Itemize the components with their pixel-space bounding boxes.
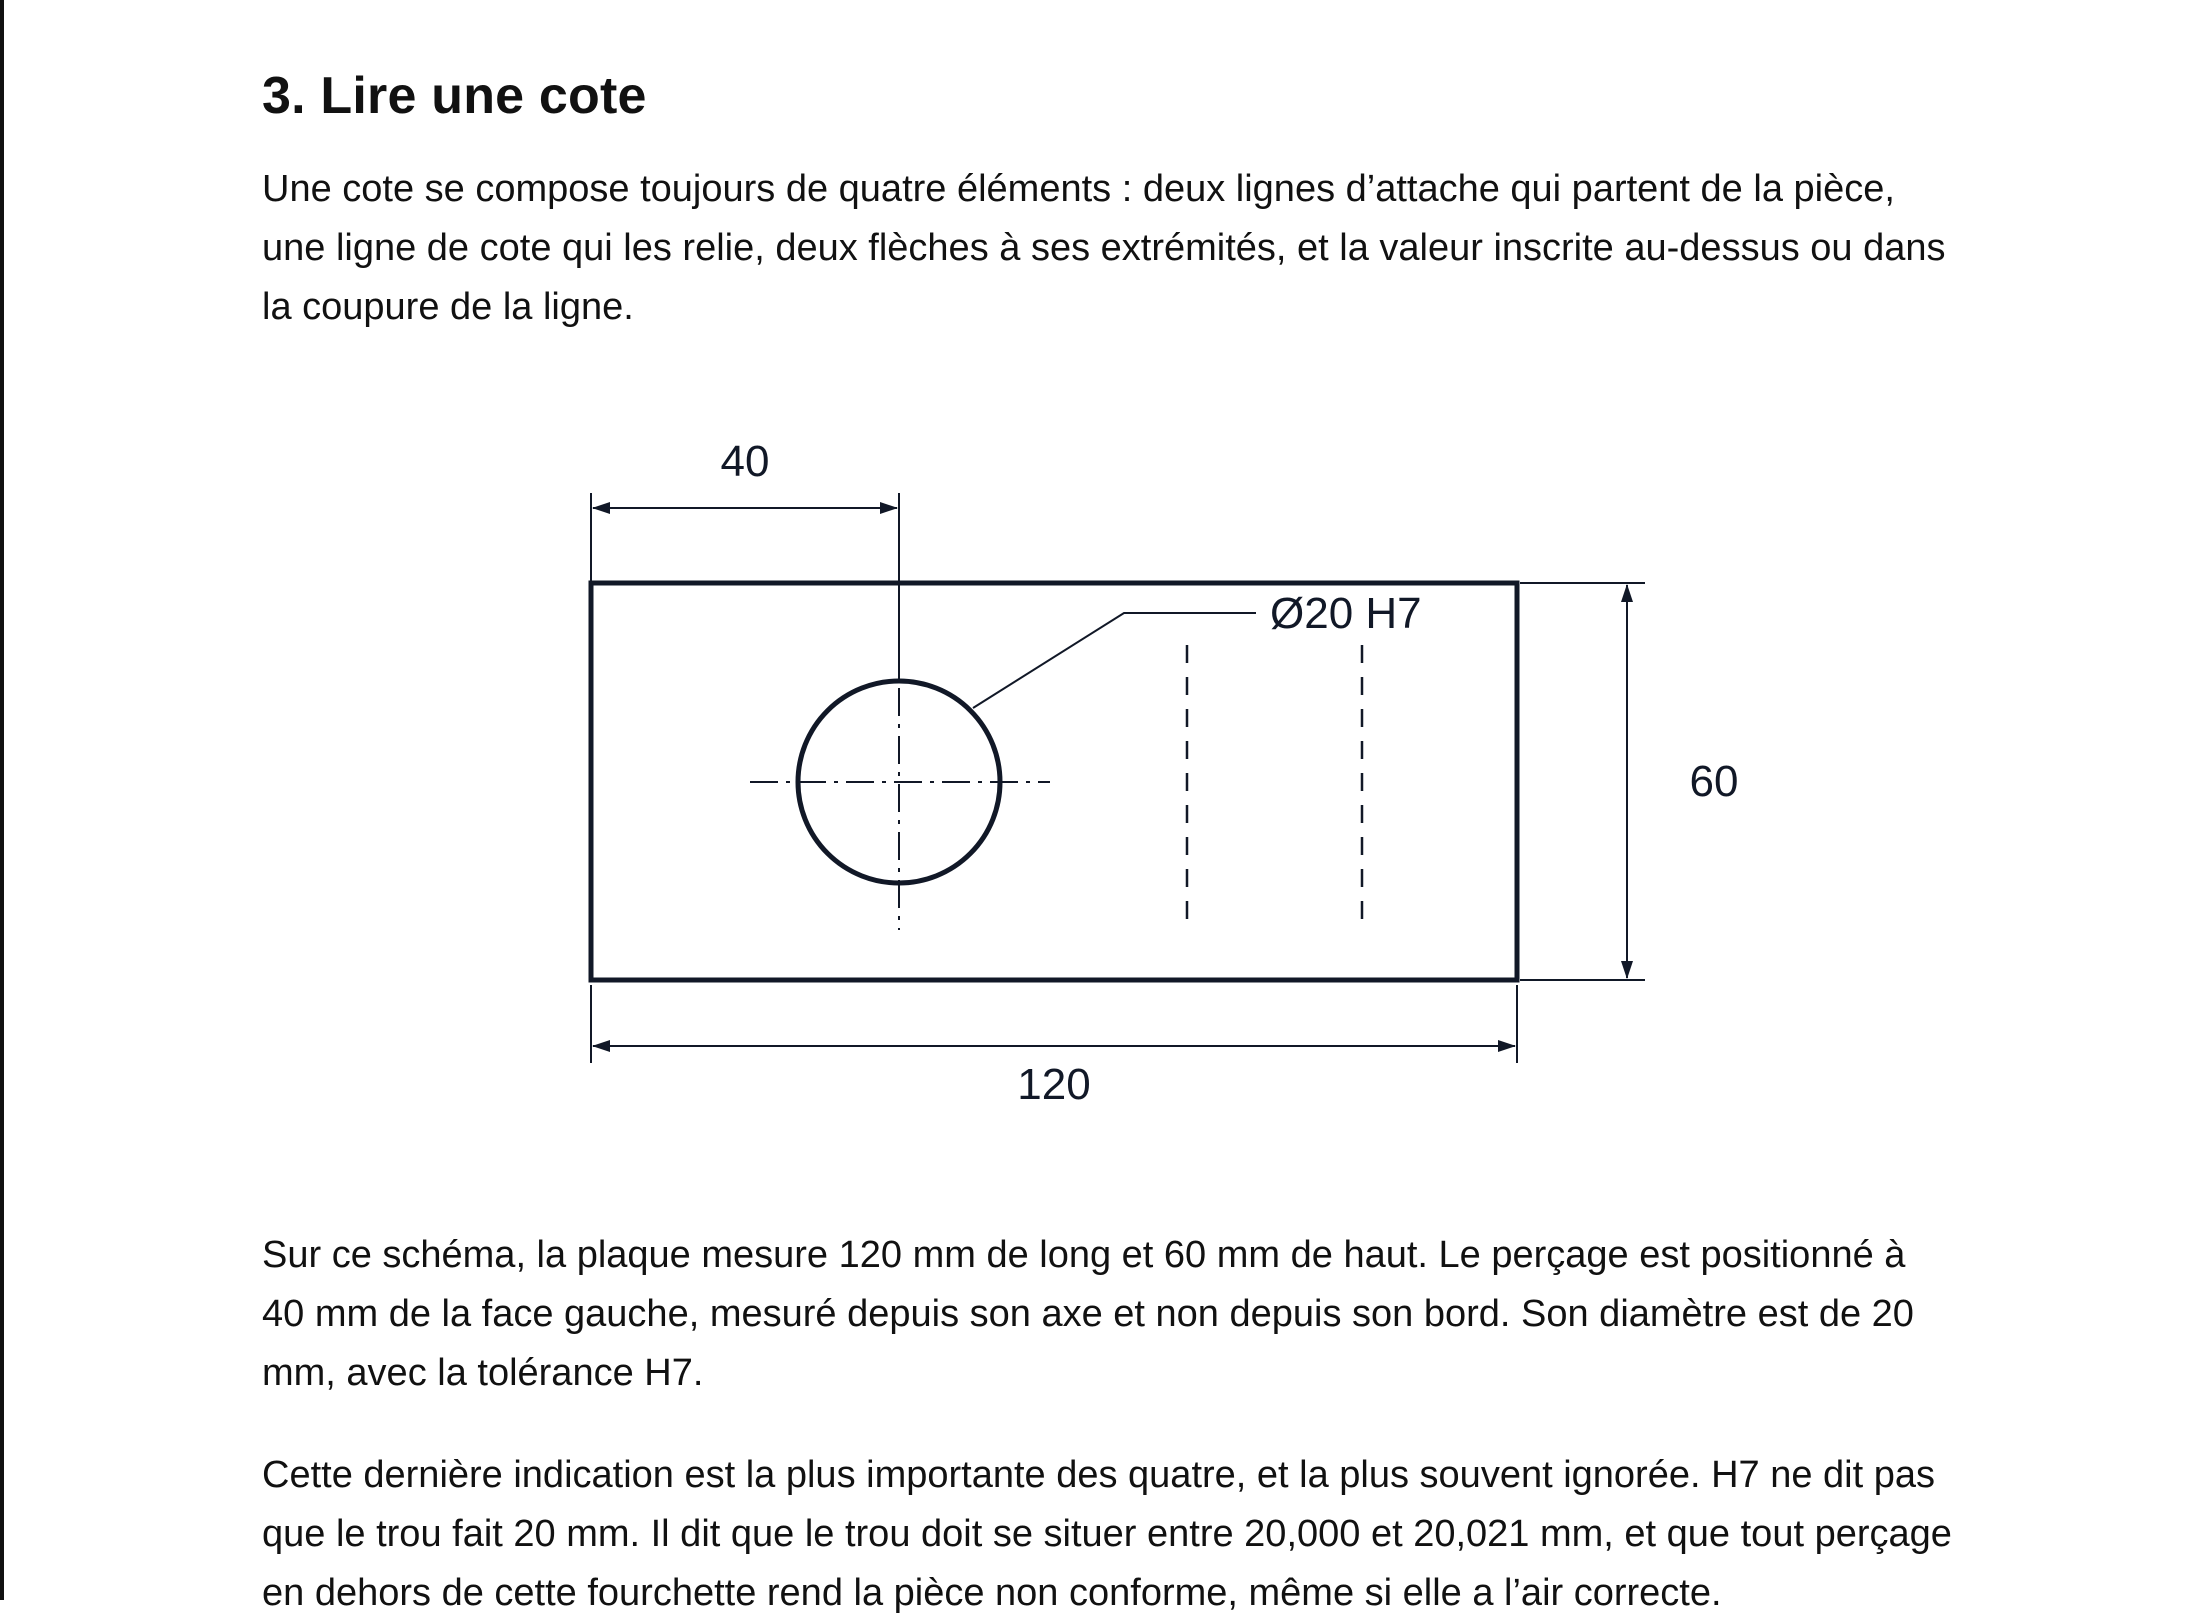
dim-label-height: 60 xyxy=(1689,757,1739,806)
intro-paragraph: Une cote se compose toujours de quatre éléments : deux lignes d’attache qui partent de la pièce, une ligne de cote qui les relie, deux flèches à ses extrémités, et la valeur inscrite au-dessus ou dans la coupure de la ligne. xyxy=(262,168,1946,328)
hole-callout-leader xyxy=(973,613,1256,708)
hole-circle xyxy=(798,681,1000,883)
page-left-border xyxy=(0,0,4,1600)
tolerance-paragraph: Cette dernière indication est la plus importante des quatre, et la plus souvent ignorée. H7 ne dit pas que le trou fait 20 mm. Il dit que le trou doit se situer entre 20,000 et 20,021 mm, et que tout perçage en dehors de cette fourchette rend la pièce non conforme, même si elle a l’air correcte. xyxy=(262,1454,1952,1614)
section-title: 3. Lire une cote xyxy=(262,67,647,125)
explanation-paragraph: Sur ce schéma, la plaque mesure 120 mm de long et 60 mm de haut. Le perçage est positionné à 40 mm de la face gauche, mesuré depuis son axe et non depuis son bord. Son diamètre est de 20 mm, avec la tolérance H7. xyxy=(262,1234,1914,1394)
dim-label-width: 120 xyxy=(1017,1060,1091,1109)
plate-outline xyxy=(591,583,1517,980)
hole-callout-label: Ø20 H7 xyxy=(1270,589,1422,638)
dim-label-hole-position: 40 xyxy=(720,437,770,486)
